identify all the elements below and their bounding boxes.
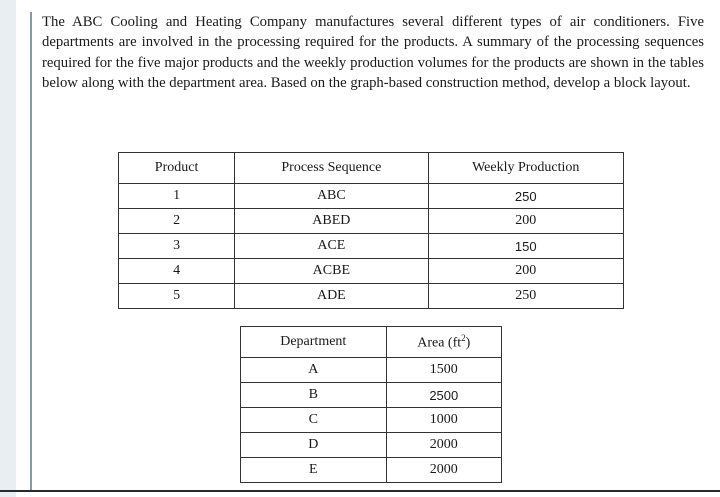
- production-cell: 200: [428, 209, 623, 234]
- production-cell: 250: [428, 184, 623, 209]
- department-cell: B: [241, 383, 387, 408]
- table-row: [119, 209, 624, 234]
- product-cell: 5: [119, 284, 235, 309]
- area-cell: 2000: [386, 433, 501, 458]
- left-border-line: [30, 12, 32, 490]
- header-department: Department: [241, 327, 387, 358]
- table-row: [241, 433, 502, 458]
- sequence-cell: ABC: [235, 184, 428, 209]
- product-cell: 1: [119, 184, 235, 209]
- header-process-sequence: Process Sequence: [235, 153, 428, 184]
- table-row: [119, 184, 624, 209]
- header-area-label: Area (ft: [417, 335, 462, 351]
- header-area: [386, 327, 501, 358]
- header-area-close: ): [465, 335, 471, 351]
- product-sequence-table: [118, 152, 624, 309]
- area-cell: 1500: [386, 358, 501, 383]
- production-cell: 200: [428, 259, 623, 284]
- table-row: [119, 259, 624, 284]
- sequence-cell: ABED: [235, 209, 428, 234]
- department-cell: A: [241, 358, 387, 383]
- table-header-row: [241, 327, 502, 358]
- table-row: [241, 383, 502, 408]
- header-product: Product: [119, 153, 235, 184]
- department-cell: E: [241, 458, 387, 483]
- header-area-exponent: 2: [461, 332, 466, 343]
- production-cell: 250: [428, 284, 623, 309]
- production-cell: 150: [428, 234, 623, 259]
- sequence-cell: ACBE: [235, 259, 428, 284]
- bottom-border-line: [0, 490, 720, 492]
- table-row: [119, 284, 624, 309]
- department-cell: C: [241, 408, 387, 433]
- header-weekly-production: Weekly Production: [428, 153, 623, 184]
- sequence-cell: ADE: [235, 284, 428, 309]
- product-cell: 3: [119, 234, 235, 259]
- table-row: [241, 458, 502, 483]
- product-cell: 2: [119, 209, 235, 234]
- table-row: [241, 408, 502, 433]
- left-margin-strip: [0, 0, 16, 497]
- area-cell: 2500: [386, 383, 501, 408]
- sequence-cell: ACE: [235, 234, 428, 259]
- department-area-table: [240, 326, 502, 483]
- table-header-row: [119, 153, 624, 184]
- problem-statement: The ABC Cooling and Heating Company manufactures several different types of air conditioners. Five departments are involved in the processing required for the products. A summary of the processing sequences required for the five major products and the weekly production volumes for the products are shown in the tables below along with the department area. Based on the graph-based construction method, develop a block layout.: [42, 14, 704, 92]
- area-cell: 2000: [386, 458, 501, 483]
- table-row: [241, 358, 502, 383]
- product-cell: 4: [119, 259, 235, 284]
- area-cell: 1000: [386, 408, 501, 433]
- table-row: [119, 234, 624, 259]
- department-cell: D: [241, 433, 387, 458]
